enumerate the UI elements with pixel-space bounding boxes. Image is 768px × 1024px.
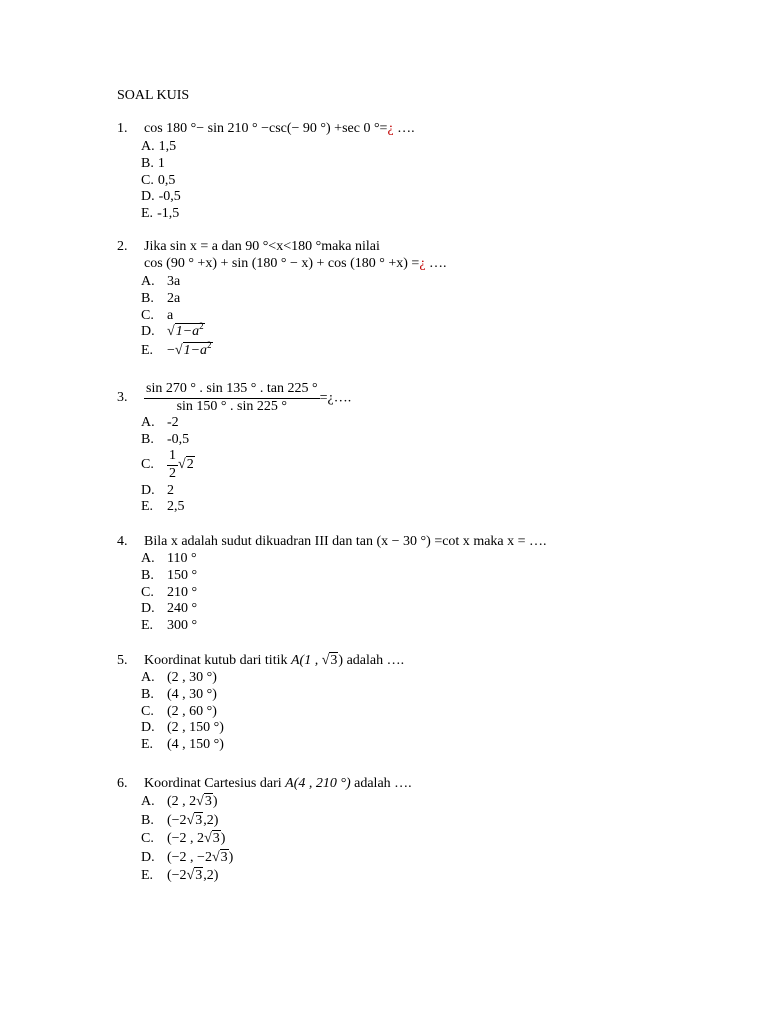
- fraction-denominator: sin 150 ° . sin 225 °: [176, 398, 287, 414]
- point-label: A(4 , 210 °): [285, 776, 351, 791]
- option-c: C. $\frac{1}{2}$ √2: [141, 448, 194, 482]
- option-b: B. -0,5: [141, 431, 190, 447]
- question-line-1: Jika sin x = a dan 90 °<x<180 °maka nilai: [144, 239, 380, 254]
- question-number: 1.: [117, 121, 128, 136]
- square-root: √3: [321, 653, 338, 668]
- question-body: Bila x adalah sudut dikuadran III dan tan (x − 30 °) =cot x maka x = ….: [144, 534, 547, 549]
- option-a: A. (2 , 2√3): [141, 794, 218, 809]
- option-d: D. $√1-a^2$: [141, 321, 204, 340]
- option-a: A. 110 °: [141, 551, 197, 566]
- option-b: B. 150 °: [141, 567, 198, 583]
- question-body: [144, 121, 415, 138]
- question-number: 4.: [117, 534, 128, 549]
- square-root: √3: [186, 868, 203, 883]
- fraction: [144, 381, 320, 416]
- question-number: 5.: [117, 653, 128, 668]
- options-list: [141, 415, 195, 516]
- option-e: E. $-√1-a^2$: [141, 340, 212, 359]
- question-body: [144, 381, 351, 416]
- question-line-2: cos (90 ° +x) + sin (180 ° − x) + cos (180 ° +x) =¿ ….: [144, 255, 447, 271]
- question-math: tan (x − 30 °) =cot x: [355, 534, 470, 549]
- option-c: C. 210 °: [141, 584, 198, 600]
- option-b: B. (4 , 30 °): [141, 686, 217, 702]
- options-list: [141, 670, 224, 754]
- fraction-numerator: sin 270 ° . sin 135 ° . tan 225 °: [144, 381, 320, 399]
- square-root: √3: [211, 849, 228, 865]
- square-root: √3: [204, 831, 220, 846]
- options-list: [141, 551, 197, 635]
- question-body: Koordinat kutub dari titik A(1 , √3) adalah ….: [144, 653, 405, 668]
- encoding-error-glyph: ¿: [419, 255, 426, 271]
- option-b: B. 2a: [141, 290, 181, 306]
- option-e: E. (−2√3,2): [141, 868, 219, 883]
- option-e: E. -1,5: [141, 206, 180, 222]
- options-list: [141, 274, 213, 362]
- question-number: 3.: [117, 390, 128, 405]
- option-d: D. 2: [141, 482, 174, 498]
- point-label: A(1 ,: [290, 653, 322, 668]
- option-d: D. (2 , 150 °): [141, 720, 224, 736]
- square-root: $√1-a^2$: [167, 321, 204, 340]
- option-e: E. (4 , 150 °): [141, 737, 224, 753]
- question-number: 2.: [117, 239, 128, 254]
- option-c: C. a: [141, 307, 174, 323]
- square-root: √2: [178, 457, 194, 473]
- question-number: 6.: [117, 776, 128, 791]
- option-b: B. (−2√3,2): [141, 812, 219, 828]
- square-root: $√1-a^2$: [174, 340, 212, 359]
- option-b: B. 1: [141, 155, 165, 171]
- option-a: A. (2 , 30 °): [141, 670, 217, 685]
- quiz-title: SOAL KUIS: [117, 88, 190, 103]
- option-c: C. (−2 , 2√3): [141, 831, 226, 846]
- option-c: C. (2 , 60 °): [141, 703, 217, 719]
- option-a: A. 3a: [141, 274, 181, 289]
- option-d: D. (−2 , −2√3): [141, 849, 234, 865]
- square-root: √3: [186, 812, 203, 828]
- options-list: [141, 139, 181, 223]
- option-d: D. 240 °: [141, 601, 198, 617]
- square-root: √3: [196, 794, 212, 809]
- question-body: [144, 239, 447, 273]
- question-body: Koordinat Cartesius dari A(4 , 210 °) adalah ….: [144, 776, 412, 791]
- encoding-error-glyph: ¿: [387, 121, 394, 136]
- option-a: A. -2: [141, 415, 179, 430]
- option-e: E. 2,5: [141, 499, 185, 515]
- option-a: A. 1,5: [141, 139, 177, 154]
- question-expression: cos 180 °− sin 210 ° −csc(− 90 °) +sec 0 °=¿ ….: [144, 121, 415, 136]
- option-d: D. -0,5: [141, 189, 181, 205]
- option-e: E. 300 °: [141, 618, 198, 634]
- fraction: $\frac{1}{2}$: [169, 448, 176, 482]
- question-tail: =¿….: [319, 390, 352, 406]
- options-list: [141, 794, 233, 887]
- option-c: C. 0,5: [141, 172, 176, 188]
